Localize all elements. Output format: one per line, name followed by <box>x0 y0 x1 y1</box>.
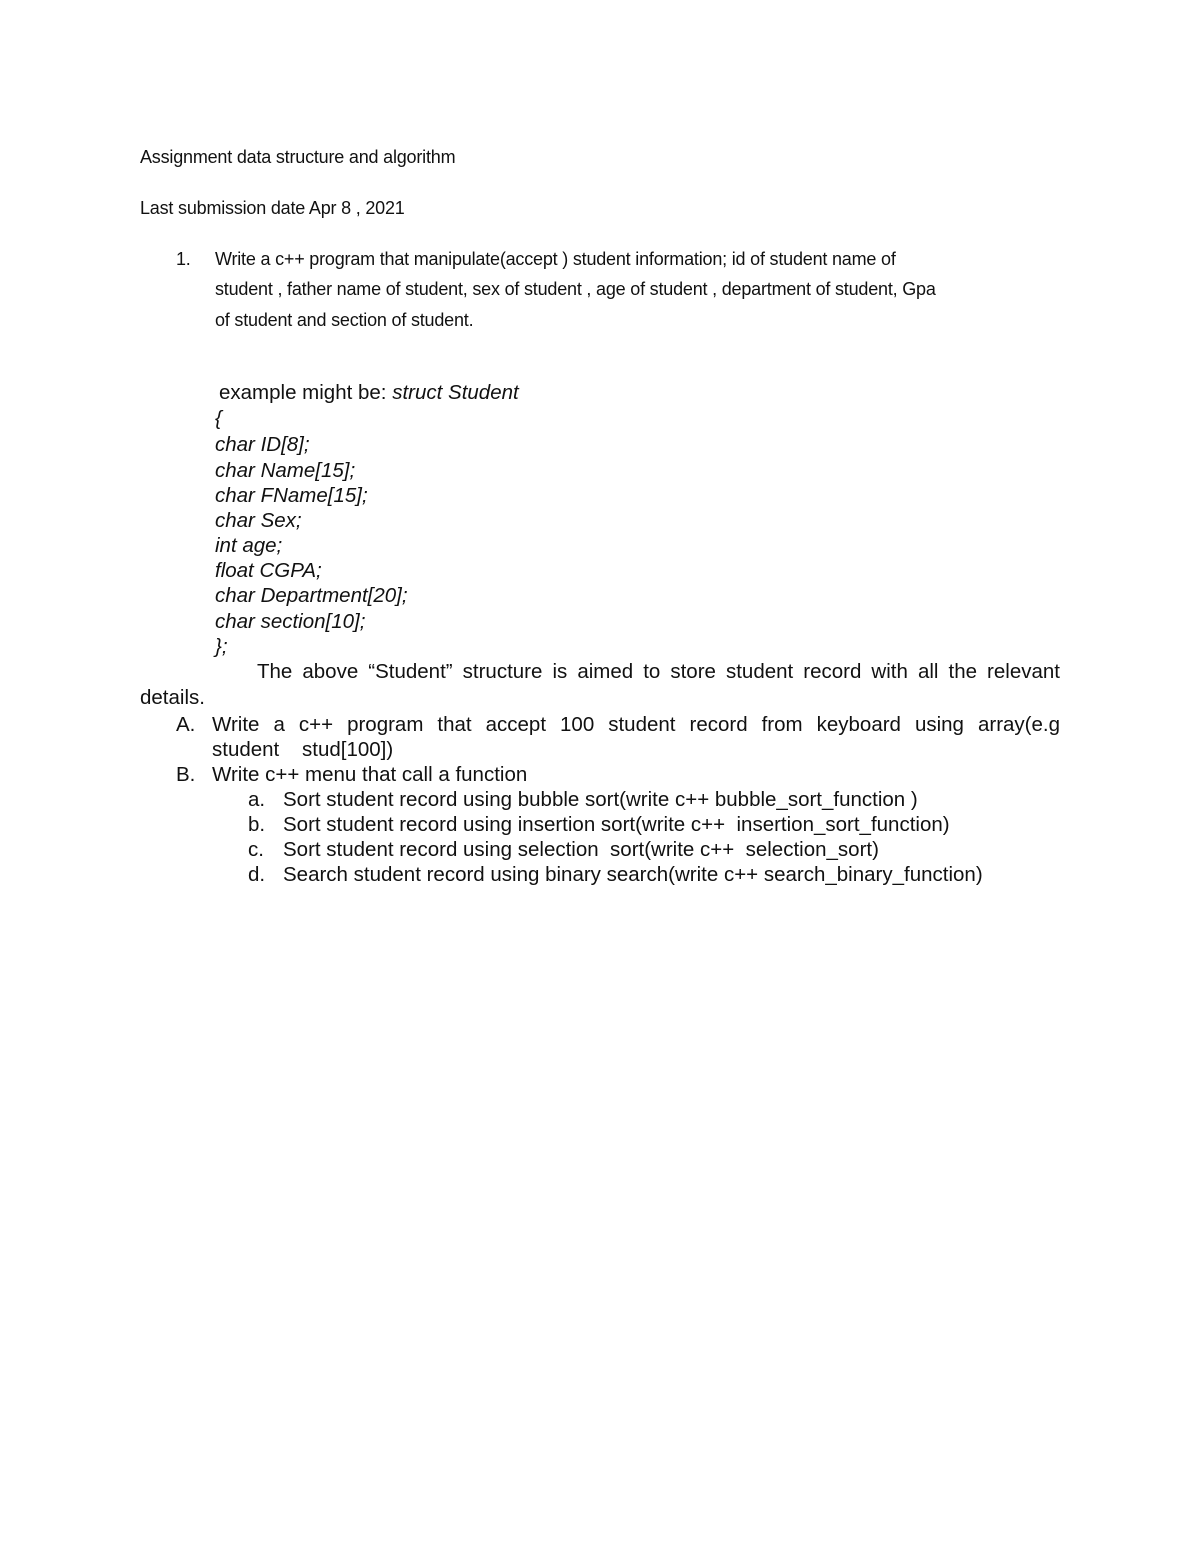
document-title: Assignment data structure and algorithm <box>140 147 456 167</box>
item-a-line: Write a c++ program that accept 100 student record from keyboard using array(e.g <box>212 713 1060 736</box>
code-line: char Department[20]; <box>215 584 408 607</box>
sub-item-marker: c. <box>248 838 264 861</box>
item-b-line: Write c++ menu that call a function <box>212 763 528 786</box>
code-line: { <box>215 407 222 430</box>
question-1-line: Write a c++ program that manipulate(accept ) student information; id of student name of <box>215 249 896 269</box>
item-a-line: student stud[100]) <box>212 738 394 761</box>
question-1-line: of student and section of student. <box>215 310 474 330</box>
question-1-line: student , father name of student, sex of student , age of student , department of student, Gpa <box>215 279 936 299</box>
description-paragraph: The above “Student” structure is aimed to store student record with all the relevant details. <box>140 660 1060 709</box>
example-line <box>219 380 519 406</box>
code-line: float CGPA; <box>215 559 322 582</box>
example-intro: example might be: <box>219 381 393 404</box>
sub-item-text: Sort student record using bubble sort(write c++ bubble_sort_function ) <box>283 788 918 811</box>
sub-item-marker: d. <box>248 863 266 886</box>
sub-item-marker: b. <box>248 813 266 836</box>
code-line: }; <box>215 635 228 658</box>
sub-item-marker: a. <box>248 788 266 811</box>
code-line: int age; <box>215 534 283 557</box>
item-b-marker: B. <box>176 763 196 786</box>
struct-head: struct Student <box>392 381 519 404</box>
code-line: char Name[15]; <box>215 459 356 482</box>
code-line: char section[10]; <box>215 610 366 633</box>
question-1-number: 1. <box>176 249 191 269</box>
item-a-marker: A. <box>176 713 196 736</box>
sub-item-text: Sort student record using selection sort(write c++ selection_sort) <box>283 838 879 861</box>
submission-date: Last submission date Apr 8 , 2021 <box>140 198 405 218</box>
code-line: char FName[15]; <box>215 484 368 507</box>
sub-item-text: Sort student record using insertion sort(write c++ insertion_sort_function) <box>283 813 950 836</box>
sub-item-text: Search student record using binary search(write c++ search_binary_function) <box>283 863 983 886</box>
code-line: char Sex; <box>215 509 302 532</box>
code-line: char ID[8]; <box>215 433 310 456</box>
